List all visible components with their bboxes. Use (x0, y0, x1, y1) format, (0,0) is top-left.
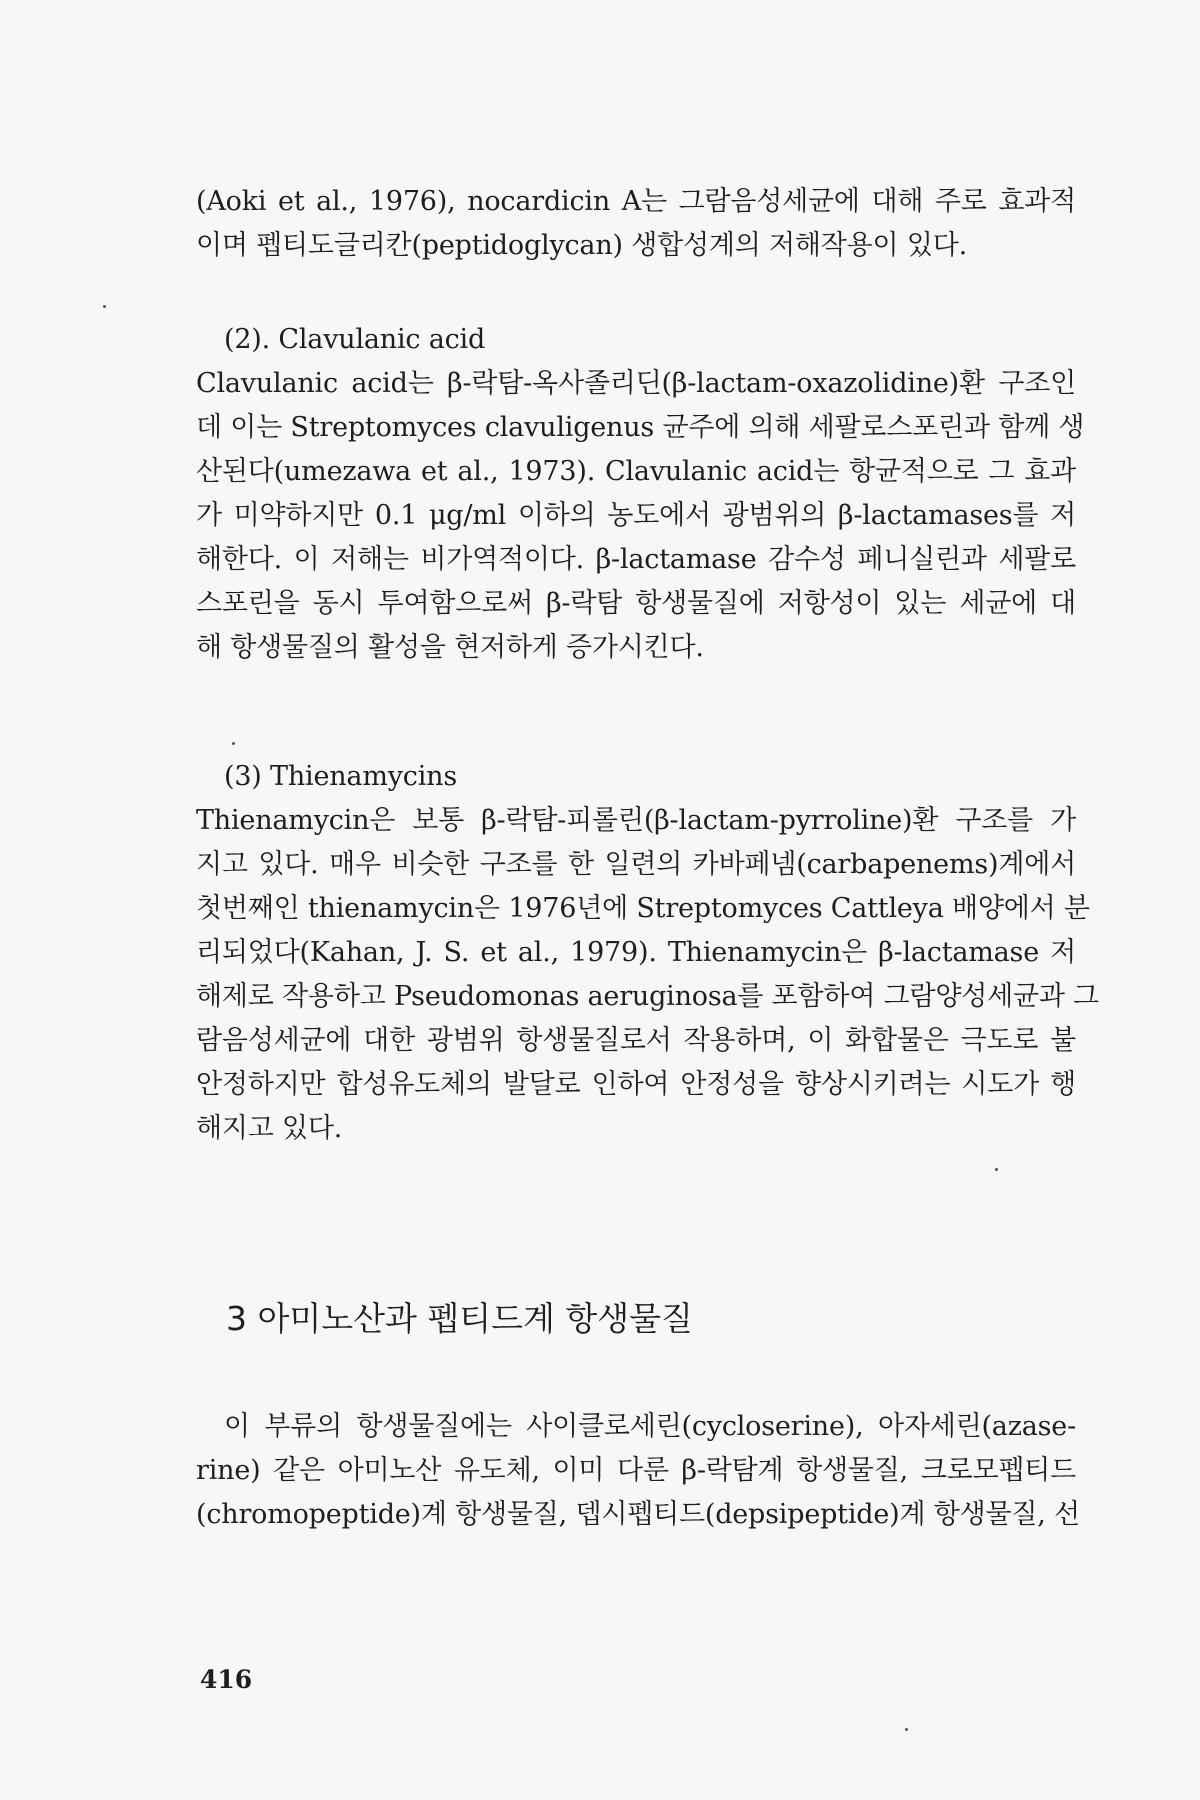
body-line: Clavulanic acid는 β-락탐-옥사졸리딘(β-lactam-oxazolidine)환 구조인 (196, 368, 1076, 399)
body-line: 데 이는 Streptomyces clavuligenus 균주에 의해 세팔로스포린과 함께 생 (196, 412, 1085, 443)
body-line: 안정하지만 합성유도체의 발달로 인하여 안정성을 향상시키려는 시도가 행 (196, 1069, 1076, 1100)
body-line: 해지고 있다. (196, 1113, 343, 1144)
body-line: 스포린을 동시 투여함으로써 β-락탐 항생물질에 저항성이 있는 세균에 대 (196, 588, 1076, 619)
chapter-heading: 3 아미노산과 펩티드계 항생물질 (226, 1299, 693, 1338)
amino-acid-paragraph (196, 1405, 1080, 1537)
body-line: Thienamycin은 보통 β-락탐-피롤린(β-lactam-pyrroline)환 구조를 가 (196, 805, 1076, 836)
body-line: 지고 있다. 매우 비슷한 구조를 한 일련의 카바페넴(carbapenems)계에서 (196, 849, 1076, 880)
scan-speck (995, 1168, 998, 1171)
body-line: 리되었다(Kahan, J. S. et al., 1979). Thienamycin은 β-lactamase 저 (196, 937, 1076, 968)
clavulanic-acid-section (196, 318, 1085, 670)
page-number: 416 (200, 1665, 253, 1694)
body-line: 해한다. 이 저해는 비가역적이다. β-lactamase 감수성 페니실린과 세팔로 (196, 544, 1076, 575)
body-line: 이며 펩티도글리칸(peptidoglycan) 생합성계의 저해작용이 있다. (196, 230, 967, 261)
body-line: 가 미약하지만 0.1 μg/ml 이하의 농도에서 광범위의 β-lactamases를 저 (196, 500, 1076, 531)
scan-speck (103, 305, 106, 308)
body-line: 산된다(umezawa et al., 1973). Clavulanic acid는 항균적으로 그 효과 (196, 456, 1076, 487)
body-line: 람음성세균에 대한 광범위 항생물질로서 작용하며, 이 화합물은 극도로 불 (196, 1025, 1076, 1056)
section-title: (2). Clavulanic acid (224, 324, 486, 355)
section-title: (3) Thienamycins (224, 761, 457, 792)
scan-speck (905, 1728, 908, 1731)
scan-speck (232, 742, 235, 745)
body-line: 해제로 작용하고 Pseudomonas aeruginosa를 포함하여 그람양성세균과 그 (196, 981, 1100, 1012)
intro-paragraph (196, 180, 1076, 268)
body-line: (chromopeptide)계 항생물질, 뎁시펩티드(depsipeptide)계 항생물질, 선 (196, 1499, 1080, 1530)
body-line: 첫번째인 thienamycin은 1976년에 Streptomyces Cattleya 배양에서 분 (196, 893, 1090, 924)
body-line: 해 항생물질의 활성을 현저하게 증가시킨다. (196, 632, 704, 663)
body-line: (Aoki et al., 1976), nocardicin A는 그람음성세균에 대해 주로 효과적 (196, 186, 1076, 217)
body-line: rine) 같은 아미노산 유도체, 이미 다룬 β-락탐계 항생물질, 크로모펩티드 (196, 1455, 1076, 1486)
body-line: 이 부류의 항생물질에는 사이클로세린(cycloserine), 아자세린(azase- (224, 1411, 1076, 1442)
thienamycins-section (196, 755, 1100, 1151)
